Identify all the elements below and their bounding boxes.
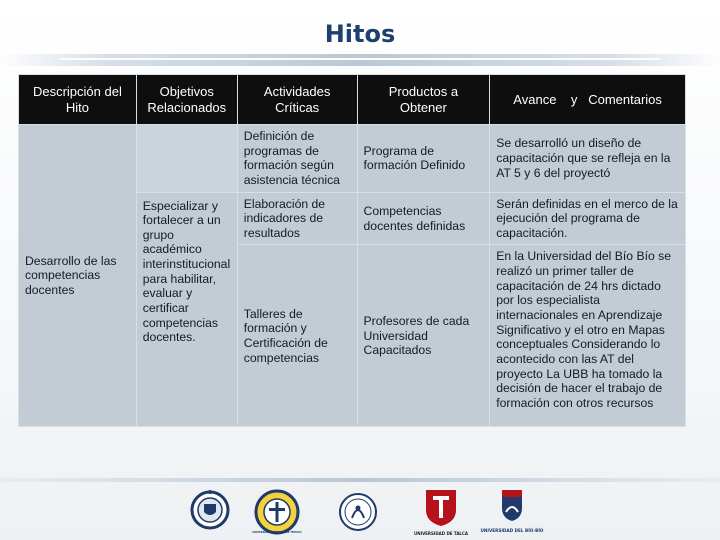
table-header-row: [19, 75, 686, 125]
talca-university-logo: [413, 488, 469, 538]
temuco-university-logo: [254, 488, 300, 536]
progress-cell: Serán definidas en el merco de la ejecución del programa de capacitación.: [490, 192, 686, 245]
header-descripcion: Descripción del Hito: [19, 75, 137, 125]
header-productos: Productos a Obtener: [357, 75, 490, 125]
biobio-seal-logo: [338, 488, 378, 536]
biobio-university-logo: [478, 488, 546, 538]
footer-divider: [0, 478, 720, 482]
objective-empty-cell: [136, 125, 237, 193]
milestones-table: [18, 74, 686, 427]
activity-cell: Talleres de formación y Certificación de competencias: [237, 245, 357, 427]
activity-cell: Definición de programas de formación según asistencia técnica: [237, 125, 357, 193]
activity-cell: Elaboración de indicadores de resultados: [237, 192, 357, 245]
temuco-logo-lettering: UNIVERSIDAD CATÓLICA DE TEMUCO: [252, 531, 302, 534]
university-seal-logo: [190, 488, 230, 534]
talca-logo-lettering: UNIVERSIDAD DE TALCA: [413, 531, 469, 536]
product-cell: Competencias docentes definidas: [357, 192, 490, 245]
hito-description-cell: Desarrollo de las competencias docentes: [19, 125, 137, 427]
logo-strip: [0, 486, 720, 540]
header-objetivos: Objetivos Relacionados: [136, 75, 237, 125]
title-divider: [0, 54, 720, 66]
product-cell: Programa de formación Definido: [357, 125, 490, 193]
biobio-logo-lettering: UNIVERSIDAD DEL BÍO-BÍO: [480, 528, 544, 533]
table-row: [19, 125, 686, 193]
product-cell: Profesores de cada Universidad Capacitados: [357, 245, 490, 427]
header-actividades: Actividades Críticas: [237, 75, 357, 125]
progress-cell: Se desarrolló un diseño de capacitación que se refleja en la AT 5 y 6 del proyectó: [490, 125, 686, 193]
header-avance: Avance y Comentarios: [490, 75, 686, 125]
slide-title: Hitos: [324, 20, 396, 48]
objective-cell: Especializar y fortalecer a un grupo académico interinstitucional para habilitar, evaluar y certificar competencias docentes.: [136, 192, 237, 427]
progress-cell: En la Universidad del Bío Bío se realizó un primer taller de capacitación de 24 hrs dictado por los especialista internacionales en Aprendizaje Significativo y el otro en Mapas conceptuales Considerando lo acontecido con las AT del proyecto La UBB ha tomado la decisión de hacer el trabajo de formación con otros recursos: [490, 245, 686, 427]
